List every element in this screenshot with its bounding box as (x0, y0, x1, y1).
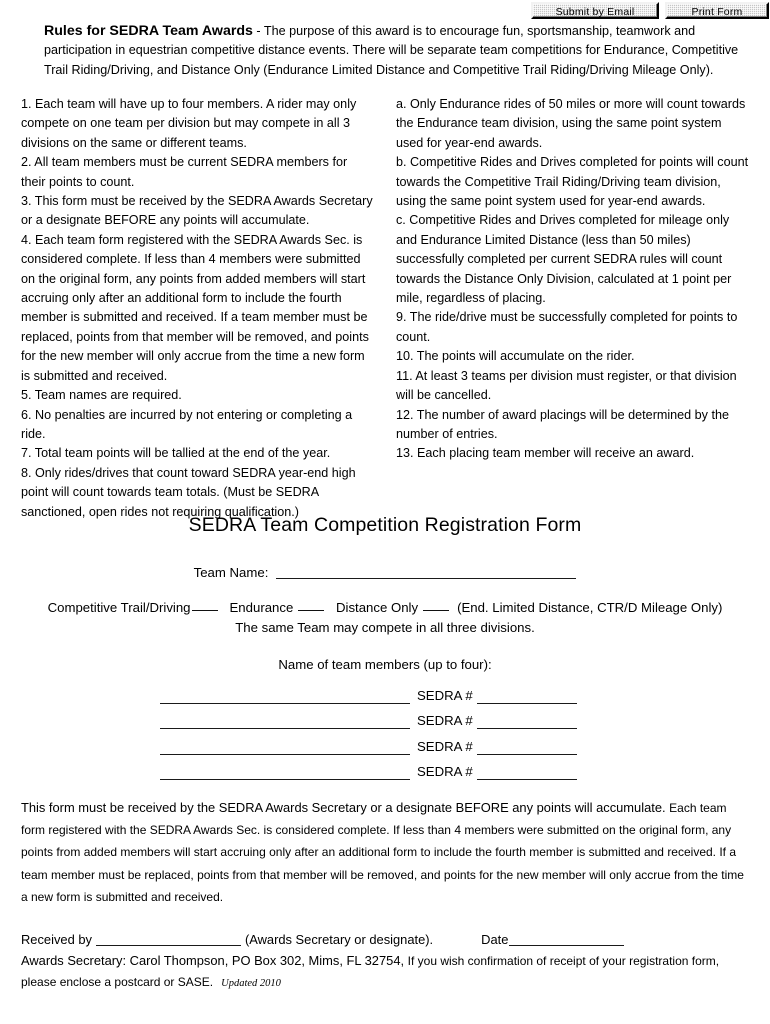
rule-right-item: 9. The ride/drive must be successfully completed for points to count. (396, 310, 738, 344)
rule-left-item: 5. Team names are required. (21, 388, 182, 403)
team-name-input[interactable] (276, 578, 576, 579)
member-row (0, 682, 770, 708)
rule-left-item: 3. This form must be received by the SEDRA Awards Secretary or a designate BEFORE any points will accumulate. (21, 194, 373, 228)
rule-right-item: 12. The number of award placings will be determined by the number of entries. (396, 407, 729, 441)
rule-left-item: 2. All team members must be current SEDRA members for their points to count. (21, 155, 348, 189)
rule-left-item: 1. Each team will have up to four members. A rider may only compete on one team per division but may compete in all 3 divisions on the same or different teams. (21, 97, 357, 150)
members-heading: Name of team members (up to four): (278, 657, 492, 672)
rule-left-item: 4. Each team form registered with the SEDRA Awards Sec. is considered complete. If less than 4 members were submitted on the original form, any points from added members will start accruing only after an additional form to include the fourth member is submitted and received. If a team member must be replaced, points from that member will be removed, and points for the new member will only accrue from the time a new form is submitted and received. (21, 232, 369, 383)
rules-intro-text: The purpose of this award is to encourage fun, sportsmanship, teamwork and participation in equestrian competitive distance events. There will be separate team competitions for Endurance, Competitive Trail Riding/Driving, and Distance Only (Endurance Limited Distance and Competitive Trail Riding/Driving Mileage Only). (44, 24, 739, 77)
member-sedra-input[interactable] (477, 740, 577, 755)
received-by-label: Received by (21, 932, 92, 947)
member-name-input[interactable] (160, 740, 410, 755)
designate-note: (Awards Secretary or designate). (244, 932, 434, 947)
footer-block (21, 930, 751, 994)
team-name-label: Team Name: (193, 565, 269, 580)
member-sedra-label: SEDRA # (417, 687, 473, 703)
member-name-input[interactable] (160, 689, 410, 704)
rules-column-right (396, 95, 749, 522)
rules-header-paragraph (44, 22, 750, 80)
divisions-subnote: The same Team may compete in all three divisions. (235, 620, 535, 635)
print-form-button[interactable]: Print Form (665, 2, 769, 19)
rule-right-item: a. Only Endurance rides of 50 miles or more will count towards the Endurance team division, using the same point system used for year-end awards. (396, 97, 746, 150)
member-sedra-label: SEDRA # (417, 738, 473, 754)
updated-note: Updated 2010 (221, 977, 281, 989)
division-ctr-checkbox[interactable] (192, 610, 218, 611)
rule-right-item: 11. At least 3 teams per division must register, or that division will be cancelled. (396, 368, 737, 403)
divisions-row (0, 598, 770, 617)
date-input[interactable] (509, 945, 624, 946)
member-sedra-input[interactable] (477, 714, 577, 729)
division-distance-only-label: Distance Only (335, 600, 419, 615)
divisions-note: (End. Limited Distance, CTR/D Mileage Only) (457, 600, 723, 615)
rule-right-item: 10. The points will accumulate on the rider. (396, 349, 635, 364)
rules-columns (21, 95, 749, 522)
member-sedra-label: SEDRA # (417, 764, 473, 779)
registration-form-title: SEDRA Team Competition Registration Form (188, 514, 582, 536)
awards-secretary-address (21, 951, 751, 994)
division-endurance-checkbox[interactable] (298, 610, 324, 611)
rules-title: Rules for SEDRA Team Awards (44, 23, 253, 39)
member-sedra-input[interactable] (477, 765, 577, 780)
received-by-row (21, 930, 751, 950)
date-label: Date (481, 932, 509, 947)
member-row (0, 759, 770, 785)
address-part-2: If you wish confirmation of receipt of your registration form, please enclose a postcard or SASE. (21, 954, 720, 989)
division-ctr-label: Competitive Trail/Driving (47, 600, 191, 615)
rule-left-item: 7. Total team points will be tallied at the end of the year. (21, 446, 331, 461)
rule-left-item: 6. No penalties are incurred by not entering or completing a ride. (21, 407, 353, 441)
rule-right-item: b. Competitive Rides and Drives completed for points will count towards the Competitive Trail Riding/Driving team division, using the same point system used for year-end awards. (396, 155, 749, 209)
member-sedra-label: SEDRA # (417, 713, 473, 728)
submit-by-email-button[interactable]: Submit by Email (531, 2, 659, 19)
rule-left-item: 8. Only rides/drives that count toward SEDRA year-end high point will count towards team totals. (Must be SEDRA sanctioned, open rides not requiring qualification.) (21, 465, 356, 519)
member-row (0, 733, 770, 759)
team-name-row (0, 563, 770, 583)
member-rows (0, 682, 770, 784)
member-name-input[interactable] (160, 765, 410, 780)
member-sedra-input[interactable] (477, 689, 577, 704)
form-toolbar (0, 1, 770, 21)
notice-part-2: Each team form registered with the SEDRA Awards Sec. is considered complete. If less than 4 members were submitted on the original form, any points from added members will start accruing only after an additional form to include the fourth member is submitted and received. If a team member must be replaced, points from that member will be removed, and points for the new member will only accrue from the time a new form is submitted and received. (21, 801, 744, 904)
rules-column-left (21, 95, 374, 522)
address-part-1: Awards Secretary: Carol Thompson, PO Box 302, Mims, FL 32754, (21, 953, 408, 968)
notice-paragraph (21, 797, 749, 908)
member-name-input[interactable] (160, 714, 410, 729)
member-row (0, 708, 770, 734)
rule-right-item: c. Competitive Rides and Drives completed for mileage only and Endurance Limited Distance (less than 50 miles) successfully completed per current SEDRA rules will count towards the Distance Only Division, calculated at 1 point per mile, regardless of placing. (396, 213, 732, 306)
rule-right-item: 13. Each placing team member will receive an award. (396, 446, 695, 461)
rules-title-dash: - (252, 24, 264, 38)
notice-part-1: This form must be received by the SEDRA Awards Secretary or a designate BEFORE any points will accumulate. (21, 800, 670, 815)
rules-header (44, 22, 750, 80)
division-distance-only-checkbox[interactable] (423, 610, 449, 611)
division-endurance-label: Endurance (229, 600, 294, 615)
received-by-input[interactable] (96, 945, 241, 946)
